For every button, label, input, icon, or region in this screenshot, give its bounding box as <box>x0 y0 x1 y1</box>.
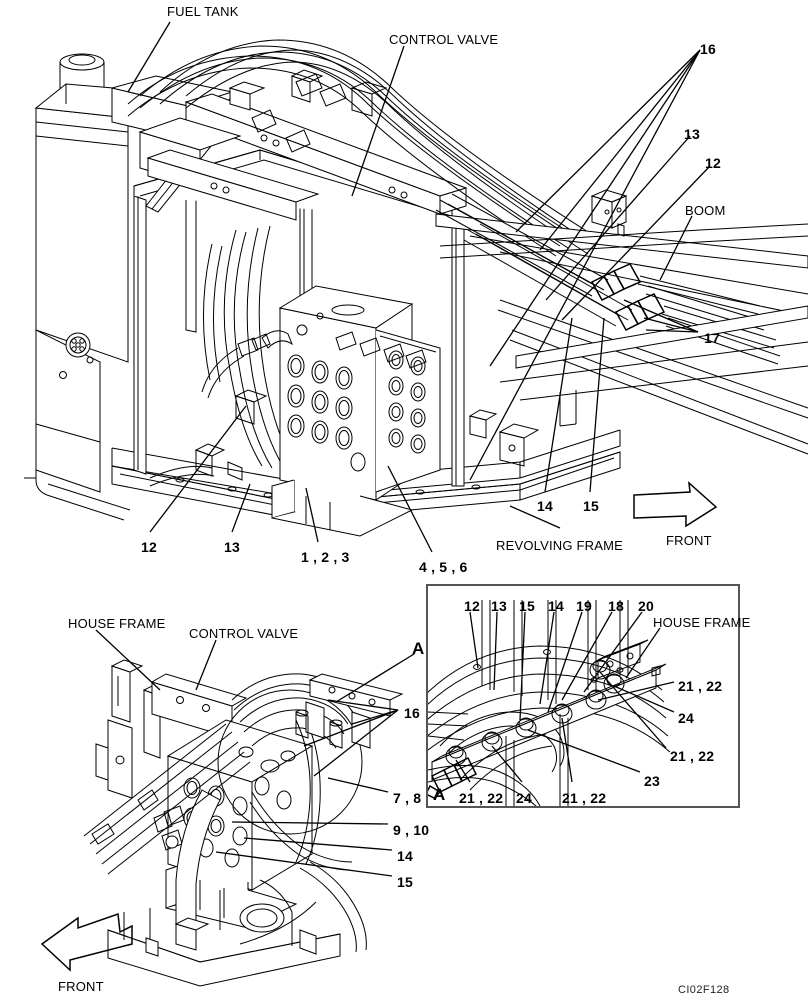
callout-house-frame-inset: HOUSE FRAME <box>653 615 751 630</box>
callout-7-8: 7 , 8 <box>393 790 422 806</box>
inset-callout-15: 15 <box>519 598 535 614</box>
callout-14-bottom: 14 <box>397 848 413 864</box>
callout-4-5-6: 4 , 5 , 6 <box>419 559 468 575</box>
inset-callout-21-22-right-2: 21 , 22 <box>670 748 715 764</box>
callout-control-valve-bottom: CONTROL VALVE <box>189 626 299 641</box>
callout-1-2-3: 1 , 2 , 3 <box>301 549 350 565</box>
inset-callout-18: 18 <box>608 598 624 614</box>
callout-14-top: 14 <box>537 498 553 514</box>
inset-callout-13: 13 <box>491 598 507 614</box>
callout-15-bottom: 15 <box>397 874 413 890</box>
callout-house-frame-left: HOUSE FRAME <box>68 616 166 631</box>
inset-callout-21-22-bottom-1: 21 , 22 <box>459 790 504 806</box>
section-marker-a-inset: A <box>433 785 446 804</box>
inset-callout-21-22-bottom-2: 21 , 22 <box>562 790 607 806</box>
callout-front-bottom: FRONT <box>58 979 104 994</box>
callout-fuel-tank: FUEL TANK <box>167 4 239 19</box>
callout-16-top: 16 <box>700 41 716 57</box>
callout-12-right: 12 <box>705 155 721 171</box>
callout-9-10: 9 , 10 <box>393 822 430 838</box>
callout-revolving-frame: REVOLVING FRAME <box>496 538 624 553</box>
callout-17: 17 <box>704 330 720 346</box>
section-marker-a-top: A <box>412 639 425 658</box>
callout-13-left: 13 <box>224 539 240 555</box>
inset-callout-20: 20 <box>638 598 654 614</box>
callout-boom: BOOM <box>685 203 726 218</box>
inset-callout-12: 12 <box>464 598 480 614</box>
callout-12-left: 12 <box>141 539 157 555</box>
callout-control-valve-top: CONTROL VALVE <box>389 32 499 47</box>
callout-13-right: 13 <box>684 126 700 142</box>
inset-callout-24-bottom: 24 <box>516 790 532 806</box>
inset-callout-24-right: 24 <box>678 710 694 726</box>
inset-callout-14: 14 <box>548 598 564 614</box>
callout-front-top: FRONT <box>666 533 712 548</box>
inset-callout-23: 23 <box>644 773 660 789</box>
inset-callout-21-22-right-1: 21 , 22 <box>678 678 723 694</box>
callout-16-bottom: 16 <box>404 705 420 721</box>
drawing-code: CI02F128 <box>678 984 730 996</box>
callout-15-top: 15 <box>583 498 599 514</box>
inset-callout-19: 19 <box>576 598 592 614</box>
